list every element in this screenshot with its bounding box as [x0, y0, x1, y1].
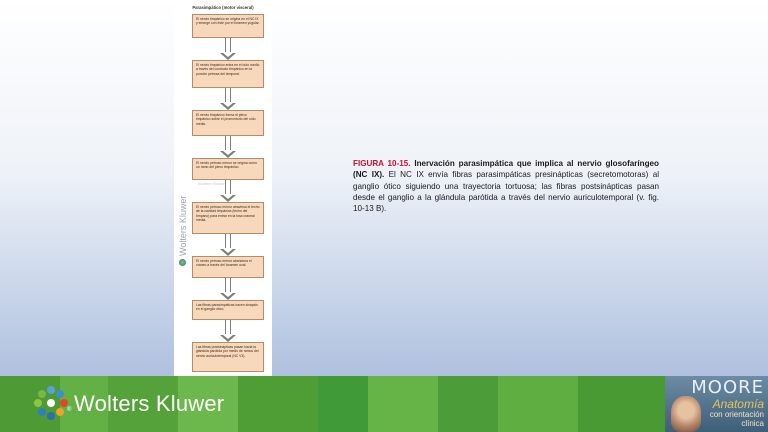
caption-title: Inervación parasimpática que implica al nervio glosofaríngeo (NC IX).: [353, 159, 660, 180]
book-title-line1: Anatomía: [712, 397, 764, 411]
book-cover-badge: [665, 376, 768, 432]
caption-body: El NC IX envía fibras parasimpáticas presinápticas (secretomotoras) al ganglio ótico siguiendo una trayectoria tortuosa; las fibras postsinápticas pasan desde el ganglio a la glándula parótida a través del nervio auriculotemporal (v. fig. 10-13 B).: [353, 170, 659, 214]
book-title-line2: con orientación: [709, 410, 764, 419]
vertical-brand-text: Wolters Kluwer: [178, 195, 188, 256]
wolters-kluwer-logo-icon: [34, 386, 68, 420]
portrait-image: [671, 396, 701, 432]
footer-tile: [498, 376, 578, 432]
flow-step-8: Las fibras postsinápticas pasan hacia la glándula parótida por medio de ramos del nervio auriculotemporal (NC V3).: [192, 342, 264, 372]
flow-arrow: [223, 180, 233, 202]
footer-tile: [318, 376, 368, 432]
flow-arrow: [223, 38, 233, 60]
flow-arrow: [223, 234, 233, 256]
footer-tile: [438, 376, 498, 432]
vertical-brand-mark: [176, 170, 190, 260]
flow-arrow: [223, 88, 233, 110]
caption-label: FIGURA 10-15.: [353, 159, 411, 168]
footer-tile: [368, 376, 438, 432]
flow-arrow: [223, 278, 233, 300]
flowchart-figure: [174, 0, 272, 376]
footer-tile: [238, 376, 318, 432]
book-author: MOORE: [691, 377, 764, 398]
flow-step-4: El nervio petroso menor se origina como un ramo del plexo timpánico.: [192, 158, 264, 180]
flow-arrow: [223, 136, 233, 158]
figure-caption: [353, 158, 659, 214]
flow-step-5: El nervio petroso menor atraviesa el techo de la cavidad timpánica (techo del tímpano) para entrar en la fosa craneal media.: [192, 202, 264, 234]
flow-step-2: El nervio timpánico entra en el oído medio a través del conducto timpánico en la porción petrosa del temporal.: [192, 60, 264, 88]
registered-mark: ®: [67, 407, 72, 413]
footer-tile: [578, 376, 665, 432]
footer-brand-name: Wolters Kluwer: [74, 391, 225, 416]
flowchart-title: Parasimpático (motor visceral): [192, 5, 254, 10]
flow-step-3: El nervio timpánico forma el plexo timpánico sobre el promontorio del oído medio.: [192, 110, 264, 136]
brand-dot-icon: [179, 259, 186, 266]
flow-step-6: El nervio petroso menor abandona el cráneo a través del foramen oval.: [192, 256, 264, 278]
book-title-line3: clínica: [741, 419, 764, 428]
flow-arrow: [223, 320, 233, 342]
flow-step-1: El nervio timpánico se origina en el NC IX y emerge con éste por el foramen yugular.: [192, 14, 264, 38]
flow-step-7: Las fibras parasimpáticas hacen sinapsis en el ganglio ótico.: [192, 300, 264, 320]
watermark-text: Wolters Kluwer: [198, 181, 225, 186]
